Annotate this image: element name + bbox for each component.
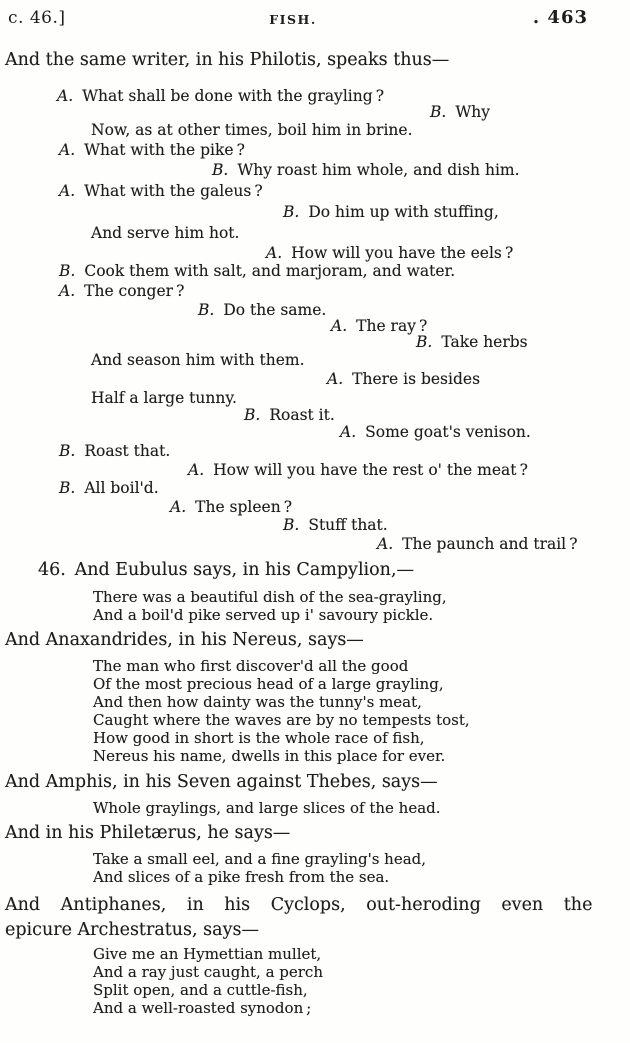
prose-line bbox=[91, 351, 305, 369]
line-text: The man who first discover'd all the good bbox=[93, 657, 409, 675]
verse-line bbox=[93, 657, 408, 675]
line-text: How will you have the eels ? bbox=[291, 244, 514, 262]
verse-line bbox=[93, 981, 308, 999]
dialogue-line bbox=[59, 182, 263, 200]
speaker-label: A. bbox=[170, 498, 187, 516]
verse-line bbox=[93, 711, 470, 729]
dialogue-line bbox=[340, 423, 531, 441]
dialogue-line bbox=[283, 516, 388, 534]
line-text: Caught where the waves are by no tempests tost, bbox=[93, 711, 470, 729]
prose-line bbox=[5, 920, 259, 940]
line-text: And in his Philetærus, he says— bbox=[5, 823, 291, 843]
verse-line bbox=[93, 606, 433, 624]
line-text: Do him up with stuffing, bbox=[308, 203, 499, 221]
line-text: The paunch and trail ? bbox=[402, 535, 578, 553]
dialogue-line bbox=[212, 161, 520, 179]
speaker-label: A. bbox=[59, 141, 76, 159]
verse-line bbox=[93, 588, 447, 606]
line-text: Now, as at other times, boil him in brine. bbox=[91, 121, 413, 139]
line-text: And slices of a pike fresh from the sea. bbox=[93, 868, 390, 886]
dialogue-line bbox=[59, 262, 455, 280]
line-text: What with the pike ? bbox=[84, 141, 245, 159]
line-text: There is besides bbox=[352, 370, 481, 388]
verse-line bbox=[93, 850, 426, 868]
line-text: Whole graylings, and large slices of the head. bbox=[93, 799, 441, 817]
dialogue-line bbox=[331, 317, 427, 335]
dialogue-line bbox=[170, 498, 292, 516]
dialogue-line bbox=[430, 103, 490, 121]
speaker-label: B. bbox=[416, 333, 433, 351]
prose-line bbox=[91, 389, 237, 407]
line-text: And a boil'd pike served up i' savoury pickle. bbox=[93, 606, 434, 624]
prose-line bbox=[91, 121, 413, 139]
speaker-label: A. bbox=[59, 282, 76, 300]
dialogue-line bbox=[327, 370, 480, 388]
speaker-label: A. bbox=[340, 423, 357, 441]
line-text: And serve him hot. bbox=[91, 224, 240, 242]
speaker-label: A. bbox=[266, 244, 283, 262]
line-text: 46. And Eubulus says, in his Campylion,— bbox=[38, 560, 415, 580]
dialogue-line bbox=[283, 203, 499, 221]
speaker-label: B. bbox=[430, 103, 447, 121]
prose-line bbox=[5, 895, 592, 915]
speaker-label: A. bbox=[57, 87, 74, 105]
line-text: epicure Archestratus, says— bbox=[5, 920, 259, 940]
dialogue-line bbox=[59, 141, 245, 159]
verse-line bbox=[93, 747, 445, 765]
chapter-reference: c. 46.] bbox=[8, 8, 66, 28]
speaker-label: A. bbox=[188, 461, 205, 479]
line-text: Roast that. bbox=[84, 442, 171, 460]
line-text: All boil'd. bbox=[84, 479, 159, 497]
speaker-label: A. bbox=[377, 535, 394, 553]
prose-line bbox=[5, 823, 290, 843]
line-text: And then how dainty was the tunny's meat, bbox=[93, 693, 422, 711]
speaker-label: A. bbox=[327, 370, 344, 388]
prose-line bbox=[5, 772, 438, 792]
speaker-label: B. bbox=[283, 203, 300, 221]
line-text: And a well-roasted synodon ; bbox=[93, 999, 312, 1017]
dialogue-line bbox=[57, 87, 384, 105]
dialogue-line bbox=[416, 333, 528, 351]
dialogue-line bbox=[59, 282, 184, 300]
line-text: How will you have the rest o' the meat ? bbox=[213, 461, 528, 479]
line-text: Take a small eel, and a fine grayling's head, bbox=[93, 850, 427, 868]
verse-line bbox=[93, 999, 311, 1017]
line-text: Nereus his name, dwells in this place for ever. bbox=[93, 747, 446, 765]
dialogue-line bbox=[59, 479, 159, 497]
line-text: Cook them with salt, and marjoram, and water. bbox=[84, 262, 456, 280]
line-text: Why roast him whole, and dish him. bbox=[237, 161, 520, 179]
line-text: What with the galeus ? bbox=[84, 182, 263, 200]
speaker-label: B. bbox=[59, 479, 76, 497]
line-text: Split open, and a cuttle-fish, bbox=[93, 981, 308, 999]
line-text: Do the same. bbox=[223, 301, 327, 319]
line-text: And a ray just caught, a perch bbox=[93, 963, 323, 981]
verse-line bbox=[93, 675, 444, 693]
page-number: . 463 bbox=[532, 7, 588, 28]
speaker-label: B. bbox=[283, 516, 300, 534]
line-text: There was a beautiful dish of the sea-grayling, bbox=[93, 588, 447, 606]
prose-line bbox=[5, 50, 449, 70]
line-text: And Antiphanes, in his Cyclops, out-heroding even the bbox=[5, 895, 593, 915]
verse-line bbox=[93, 868, 389, 886]
line-text: Give me an Hymettian mullet, bbox=[93, 945, 322, 963]
line-text: Stuff that. bbox=[308, 516, 388, 534]
prose-line bbox=[38, 560, 414, 580]
dialogue-line bbox=[244, 406, 335, 424]
line-text: Half a large tunny. bbox=[91, 389, 237, 407]
line-text: How good in short is the whole race of fish, bbox=[93, 729, 425, 747]
dialogue-line bbox=[198, 301, 326, 319]
verse-line bbox=[93, 729, 425, 747]
speaker-label: B. bbox=[244, 406, 261, 424]
line-text: Roast it. bbox=[269, 406, 335, 424]
line-text: Take herbs bbox=[441, 333, 528, 351]
speaker-label: A. bbox=[59, 182, 76, 200]
line-text: What shall be done with the grayling ? bbox=[82, 87, 385, 105]
line-text: Why bbox=[455, 103, 490, 121]
verse-line bbox=[93, 963, 323, 981]
dialogue-line bbox=[59, 442, 170, 460]
line-text: And season him with them. bbox=[91, 351, 305, 369]
line-text: The spleen ? bbox=[195, 498, 293, 516]
line-text: And the same writer, in his Philotis, speaks thus— bbox=[5, 50, 450, 70]
verse-line bbox=[93, 799, 441, 817]
verse-line bbox=[93, 693, 422, 711]
line-text: The ray ? bbox=[356, 317, 428, 335]
speaker-label: B. bbox=[212, 161, 229, 179]
line-text: And Amphis, in his Seven against Thebes, says— bbox=[5, 772, 438, 792]
running-title: FISH. bbox=[269, 12, 317, 27]
line-text: And Anaxandrides, in his Nereus, says— bbox=[5, 630, 364, 650]
verse-line bbox=[93, 945, 321, 963]
line-text: The conger ? bbox=[84, 282, 185, 300]
dialogue-line bbox=[188, 461, 528, 479]
line-text: Some goat's venison. bbox=[365, 423, 531, 441]
speaker-label: B. bbox=[59, 262, 76, 280]
speaker-label: A. bbox=[331, 317, 348, 335]
dialogue-line bbox=[377, 535, 578, 553]
line-text: Of the most precious head of a large grayling, bbox=[93, 675, 444, 693]
speaker-label: B. bbox=[198, 301, 215, 319]
dialogue-line bbox=[266, 244, 513, 262]
speaker-label: B. bbox=[59, 442, 76, 460]
prose-line bbox=[91, 224, 239, 242]
prose-line bbox=[5, 630, 364, 650]
